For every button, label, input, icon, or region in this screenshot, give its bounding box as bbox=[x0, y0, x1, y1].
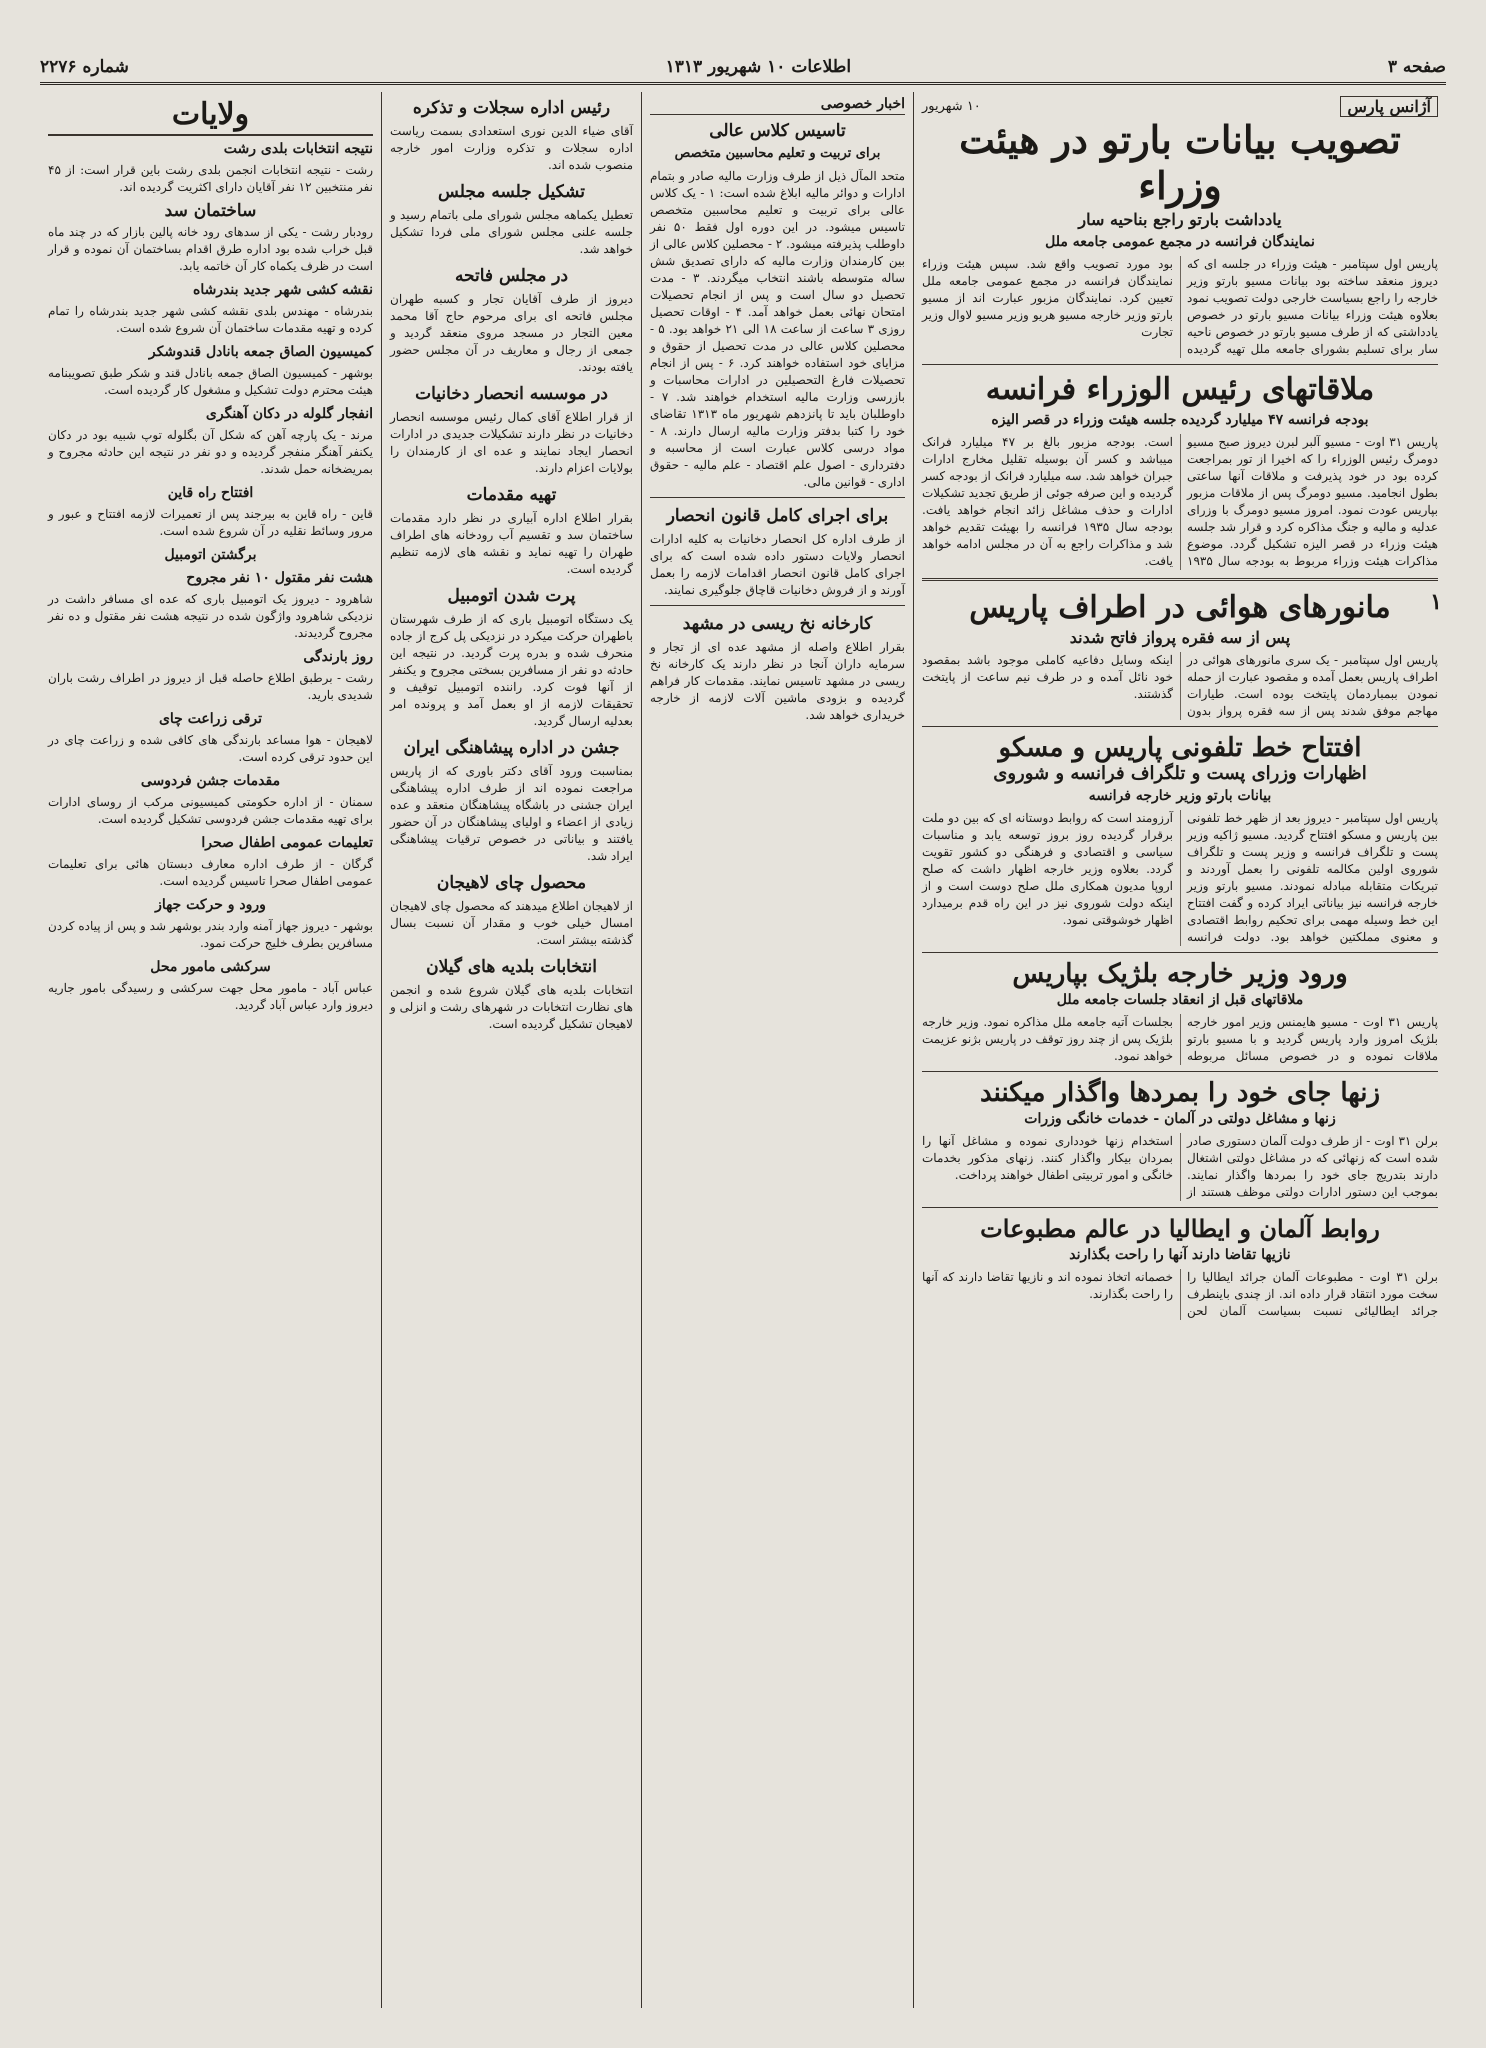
headline-car-accident: پرت شدن اتومبیل bbox=[447, 586, 576, 606]
section-tag: اخبار خصوصی bbox=[650, 96, 905, 115]
subheadline-budget: بودجه فرانسه ۴۷ میلیارد گردیده جلسه هیئت وزراء در قصر الیزه bbox=[991, 412, 1369, 428]
headline: تصویب بیانات بارتو در هیئت وزراء bbox=[959, 117, 1401, 208]
headline-gilan-elections: انتخابات بلدیه های گیلان bbox=[426, 957, 597, 977]
subheadline-2: نمایندگان فرانسه در مجمع عمومی جامعه ملل bbox=[1045, 234, 1315, 250]
headline-ship: ورود و حرکت جهاز bbox=[155, 897, 266, 913]
provinces-column bbox=[40, 92, 381, 2008]
headline-tobacco: در موسسه انحصار دخانیات bbox=[415, 384, 608, 404]
article-qaen-road: قاین - راه قاین به بیرجند پس از تعمیرات لازمه افتتاح و عبور و مرور وسائط نقلیه در آن شروع شده است. bbox=[48, 507, 373, 538]
article-tea: از لاهیجان اطلاع میدهند که محصول چای لاهیجان امسال خیلی خوب و مقدار آن نسبت بسال گذشته بیشتر است. bbox=[390, 899, 633, 947]
headline-memorial: در مجلس فاتحه bbox=[454, 266, 569, 286]
article-scouts: بمناسبت ورود آقای دکتر باوری که از پاریس مراجعت نموده اند از طرف اداره پیشاهنگی ایران جشنی در باشگاه پیشاهنگان منعقد و عده زیادی از اعضاء و اولیای پیشاهنگان در آن حضور یافتند و بیاناتی در خصوص ترقیات پیشاهنگی ایراد شد. bbox=[390, 764, 633, 863]
headline-parliament: تشکیل جلسه مجلس bbox=[438, 182, 585, 202]
headline-rain: روز بارندگی bbox=[303, 649, 373, 665]
article-rain: رشت - برطبق اطلاع حاصله قبل از دیروز در اطراف رشت باران شدیدی بارید. bbox=[48, 671, 373, 702]
article-women: برلن ۳۱ اوت - از طرف دولت آلمان دستوری صادر شده است که زنهائی که در مشاغل دولتی اشتغال دارند بتدریج جای خود را بمردها واگذار نمایند. بموجب این دستور ادارات دولتی موظف هستند از استخدام زنها خودداری نموده و مشاغل آنها را بمردان بیکار واگذار کنند. زنهای مذکور بخدمات خانگی و امور تربیتی اطفال خواهند پرداخت. bbox=[922, 1134, 1438, 1199]
article-gilan-elections: انتخابات بلدیه های گیلان شروع شده و انجمن های نظارت انتخابات در شهرهای رشت و انزلی و لاهیجان تشکیل گردیده است. bbox=[390, 983, 633, 1031]
article-press: برلن ۳۱ اوت - مطبوعات آلمان جرائد ایطالیا را سخت مورد انتقاد قرار داده اند. از چندی باینطرف جرائد ایطالیائی نسبت بسیاست آلمان لحن خصمانه اتخاذ نموده اند و نازیها تقاضا دارند که آنها را راحت بگذارند. bbox=[922, 1270, 1438, 1318]
subheadline: یادداشت بارتو راجع بناحیه سار bbox=[1078, 210, 1282, 229]
article-inspection: عباس آباد - مامور محل جهت سرکشی و رسیدگی بامور جاریه دیروز وارد عباس آباد گردید. bbox=[48, 981, 373, 1012]
article-parliament: تعطیل یکماهه مجلس شورای ملی باتمام رسید و جلسه علنی مجلس شورای ملی فردا تشکیل خواهد شد. bbox=[390, 208, 633, 256]
headline-registry: رئیس اداره سجلات و تذکره bbox=[412, 98, 611, 118]
headline-doumergue: ملاقاتهای رئیس الوزراء فرانسه bbox=[985, 372, 1375, 407]
article-rasht-elections: رشت - نتیجه انتخابات انجمن بلدی رشت باین قرار است: از ۴۵ نفر منتخبین ۱۲ نفر آقایان دارای اکثریت گردیده اند. bbox=[48, 163, 373, 194]
headline-preparations: تهیه مقدمات bbox=[466, 485, 557, 505]
headline-sugar-commission: کمیسیون الصاق جمعه بانادل قندوشکر bbox=[148, 344, 373, 360]
article-registry: آقای ضیاء الدین نوری استعدادی بسمت ریاست اداره سجلات و تذکره وزارت امور خارجه منصوب شده اند. bbox=[390, 124, 633, 172]
provinces-title: ولایات bbox=[48, 96, 373, 136]
article-belgium: پاریس ۳۱ اوت - مسیو هایمنس وزیر امور خارجه بلژیک امروز وارد پاریس گردید و با مسیو بارتو ملاقات نموده و در خصوص مسائل مربوطه بجلسات آتیه جامعه ملل مذاکره نمود. وزیر خارجه بلژیک پس از چند روز توقف در پاریس بژنو عزیمت خواهد نمود. bbox=[922, 1015, 1438, 1063]
headline-monopoly: برای اجرای کامل قانون انحصار bbox=[666, 506, 889, 526]
columns bbox=[40, 92, 1446, 2008]
headline-tea: محصول چای لاهیجان bbox=[436, 873, 587, 893]
headline-dam: ساختمان سد bbox=[164, 201, 257, 221]
headline-inspection: سرکشی مامور محل bbox=[150, 959, 271, 975]
article-ferdowsi: سمنان - از اداره حکومتی کمیسیونی مرکب از روسای ادارات برای تهیه مقدمات جشن فردوسی تشکیل گردیده است. bbox=[48, 795, 373, 826]
article-ship: بوشهر - دیروز جهاز آمنه وارد بندر بوشهر شد و پس از پیاده کردن مسافرین بطرف خلیج حرکت نمود. bbox=[48, 919, 373, 950]
local-news-column bbox=[381, 92, 641, 2008]
article-car-accident: یک دستگاه اتومبیل باری که از طرف شهرستان باطهران حرکت میکرد در نزدیکی پل کرج از جاده منحرف شده و بدره پرت گردید. در نتیجه این حادثه دو نفر از مسافرین بسختی مجروح و یکنفر از آنها فوت کرد. راننده اتومبیل توقیف و تحقیقات لازمه از او بعمل آمد و پرونده امر بعدلیه ارسال گردید. bbox=[390, 612, 633, 728]
headline-explosion: انفجار گلوله در دکان آهنگری bbox=[205, 406, 373, 422]
headline-telephone: افتتاح خط تلفونی پاریس و مسکو bbox=[998, 733, 1362, 763]
section-number: ۱ bbox=[1430, 589, 1442, 615]
article-explosion: مرند - یک پارچه آهن که شکل آن بگلوله توپ شبیه بود در دکان یکنفر آهنگر منفجر گردیده و دو نفر در نتیجه این حادثه مجروح و بمریضخانه حمل شدند. bbox=[48, 428, 373, 476]
article-preparations: بقرار اطلاع اداره آبیاری در نظر دارد مقدمات ساختمان سد و تقسیم آب رودخانه های اطراف طهران را تهیه نماید و نقشه های لازمه تنظیم گردیده است. bbox=[390, 511, 633, 576]
special-news-column bbox=[641, 92, 913, 2008]
subheadline-women: زنها و مشاغل دولتی در آلمان - خدمات خانگی وزرات bbox=[1024, 1111, 1336, 1127]
article-telephone: پاریس اول سپتامبر - دیروز بعد از ظهر خط تلفونی بین پاریس و مسکو افتتاح گردید. مسیو ژاکیه وزیر پست و تلگراف فرانسه و وزیر پست و تلگراف شوروی اولین مکالمه تلفونی را بعمل آوردند و تبریکات متقابله مبادله نمودند. مسیو بارتو وزیر خارجه فرانسه نیز بیاناتی ایراد کرده و گفت افتتاح این خط وسیله مهمی برای تحکیم روابط اقتصادی و معنوی مملکتین خواهد بود. دولت فرانسه آرزومند است که روابط دوستانه ای که بین دو ملت برقرار گردیده روز بروز توسعه یابد و مناسبات سیاسی و اقتصادی و فرهنگی دو کشور تقویت گردد. بعلاوه وزیر خارجه اظهار داشت که صلح اروپا مدیون همکاری ملل صلح دوست است و از اینکه دولت شوروی نیز در این راه قدم برمیدارد اظهار خوشوقتی نمود. bbox=[922, 811, 1438, 944]
headline-education: تعلیمات عمومی اطفال صحرا bbox=[201, 835, 373, 851]
article-barthou: پاریس اول سپتامبر - هیئت وزراء در جلسه ای که دیروز منعقد ساخته بود بیانات مسیو بارتو وزیر خارجه را راجع بسیاست خارجی دولت تصویب نمود بعلاوه هیئت وزراء بیانات مسیو بارتو در خصوص یادداشتی که از طرف مسیو بارتو در خصوص ناحیه سار برای تسلیم بشورای جامعه ملل تهیه گردیده بود مورد تصویب واقع شد. سپس هیئت وزراء نمایندگان فرانسه در مجمع عمومی جامعه ملل تعیین کرد. نمایندگان مزبور عبارت اند از مسیو بارتو وزیر خارجه مسیو هریو وزیر مسیو لاوال وزیر تجارت bbox=[922, 257, 1438, 356]
article-doumergue: پاریس ۳۱ اوت - مسیو آلبر لبرن دیروز صبح مسیو دومرگ رئیس الوزراء را که اخیرا از تور بمراجعت کرده بود در خود پذیرفت و ملاقات آنها ساعتی بطول انجامید. مسیو دومرگ پس از ملاقات مزبور بپاریس عودت نمود. امروز مسیو دومرگ با وزرای عدلیه و مالیه و جنگ مذاکره کرد و قرار شد جلسه هیئت وزراء در قصر الیزه تشکیل گردد. موضوع مذاکرات هیئت وزراء مربوط به بودجه سال ۱۹۳۵ است. بودجه مزبور بالغ بر ۴۷ میلیارد فرانک میباشد و کسر آن بوسیله تقلیل مخارج ادارات جبران خواهد شد. سه میلیارد فرانک از بودجه کسر گردیده و این صرفه جوئی از طریق تجدید تشکیلات ادارات و حذف مشاغل زائد انجام خواهد یافت. بودجه سال ۱۹۳۵ فرانسه را بهیئت تقدیم خواهد شد و مذاکرات راجع به آن در مجلس ادامه خواهد یافت. bbox=[922, 435, 1439, 568]
headline-belgium: ورود وزیر خارجه بلژیک بپاریس bbox=[1012, 959, 1348, 989]
subheadline-telephone: اظهارات وزرای پست و تلگراف فرانسه و شوروی bbox=[993, 763, 1367, 784]
agency-label: آژانس پارس bbox=[1340, 96, 1438, 117]
subheadline-press: نازیها تقاضا دارند آنها را راحت بگذارند bbox=[1069, 1247, 1291, 1263]
article-education: گرگان - از طرف اداره معارف دبستان هائی برای تعلیمات عمومی اطفال صحرا تاسیس گردیده است. bbox=[48, 857, 373, 888]
article-class: متحد المآل ذیل از طرف وزارت مالیه صادر و بتمام ادارات و دوائر مالیه ابلاغ شده است: ۱ - یک کلاس عالی برای تربیت و تعلیم محاسبین متخصص تاسیس میشود. در این دوره اول فقط ۵۰ نفر داوطلب پذیرفته میشود. ۲ - محصلین کلاس عالی از بین کارمندان وزارت مالیه که دارای تصدیق شش ساله متوسطه باشند انتخاب میگردند. ۳ - مدت تحصیل دو سال است و پس از انجام تحصیلات امتحان نهائی بعمل خواهد آمد. ۴ - اوقات تحصیل روزی ۳ ساعت از ساعت ۱۸ الی ۲۱ خواهد بود. ۵ - محصلین کلاس عالی در مدت تحصیل از حقوق و مزایای خود استفاده خواهند کرد. ۶ - پس از انجام تحصیلات فارغ التحصیلین در ادارات محاسبات و بازرسی وزارت مالیه استخدام خواهند شد. ۷ - داوطلبان باید تا پانزدهم شهریور ماه ۱۳۱۳ تقاضای خود را کتبا بدفتر وزارت مالیه ارسال دارند. ۸ - مواد درسی کلاس عبارت است از محاسبه و دفترداری - اصول علم اقتصاد - علم مالیه - حقوق اداری - قوانین مالی. bbox=[650, 169, 905, 489]
article-tea-farming: لاهیجان - هوا مساعد بارندگی های کافی شده و زراعت چای در این حدود ترقی کرده است. bbox=[48, 733, 373, 764]
headline-ferdowsi: مقدمات جشن فردوسی bbox=[140, 773, 281, 789]
headline-qaen-road: افتتاح راه قاین bbox=[167, 485, 254, 501]
article-spinning-mill: بقرار اطلاع واصله از مشهد عده ای از تجار و سرمایه داران آنجا در نظر دارند یک کارخانه نخ ریسی در مشهد تاسیس نمایند. مقدمات کار فراهم گردیده و بزودی ماشین آلات لازمه از خارجه خریداری خواهد شد. bbox=[650, 640, 905, 722]
headline-scouts: جشن در اداره پیشاهنگی ایران bbox=[403, 738, 620, 758]
article-dam: رودبار رشت - یکی از سدهای رود خانه پالین بازار که در چند ماه قبل خراب شده بود اداره طرق اقدام بساختمان آن نموده و قرار است در ظرف یکماه کار آن خاتمه یابد. bbox=[48, 225, 373, 273]
headline-car-overturn: برگشتن اتومبیل bbox=[164, 547, 257, 563]
headline-air-maneuvers: مانورهای هوائی در اطراف پاریس bbox=[969, 590, 1391, 625]
headline-bandarshah: نقشه کشی شهر جدید بندرشاه bbox=[192, 282, 373, 298]
article-memorial: دیروز از طرف آقایان تجار و کسبه طهران مجلس فاتحه ای برای مرحوم حاج آقا محمد معین التجار در مسجد مروی منعقد گردید و جمعی از رجال و معاریف در آن مجلس حضور یافته بودند. bbox=[390, 292, 633, 374]
issue-number: شماره ۲۲۷۶ bbox=[40, 57, 129, 77]
main-column bbox=[913, 92, 1446, 2008]
headline-rasht-elections: نتیجه انتخابات بلدی رشت bbox=[223, 141, 373, 157]
article-sugar-commission: بوشهر - کمیسیون الصاق جمعه بانادل قند و شکر طبق تصویبنامه هیئت محترم دولت تشکیل و مشغول کار گردیده است. bbox=[48, 366, 373, 397]
headline-class: تاسیس کلاس عالی bbox=[709, 121, 846, 141]
subheadline-telephone-2: بیانات بارتو وزیر خارجه فرانسه bbox=[1088, 788, 1272, 804]
masthead bbox=[40, 52, 1446, 85]
headline-casualties: هشت نفر مقتول ۱۰ نفر مجروح bbox=[186, 570, 373, 586]
paper-date: اطلاعات ۱۰ شهریور ۱۳۱۳ bbox=[665, 57, 852, 77]
headline-spinning-mill: کارخانه نخ ریسی در مشهد bbox=[682, 614, 873, 634]
subheadline-air: پس از سه فقره پرواز فاتح شدند bbox=[1069, 628, 1291, 647]
dateline: ۱۰ شهریور bbox=[922, 99, 981, 114]
article-casualties: شاهرود - دیروز یک اتومبیل باری که عده ای مسافر داشت در نزدیکی شاهرود واژگون شده در نتیجه هشت نفر مقتول و ده نفر مجروح گردیدند. bbox=[48, 592, 373, 640]
headline-women: زنها جای خود را بمردها واگذار میکنند bbox=[979, 1078, 1381, 1108]
article-monopoly: از طرف اداره کل انحصار دخانیات به کلیه ادارات انحصار ولایات دستور داده شده است که برای اجرای کامل قانون انحصار اقدامات لازمه را بعمل آورند و از فروش دخانیات قاچاق جلوگیری نمایند. bbox=[650, 532, 905, 597]
article-bandarshah: بندرشاه - مهندس بلدی نقشه کشی شهر جدید بندرشاه را تمام کرده و تهیه مقدمات ساختمان آن شروع شده است. bbox=[48, 304, 373, 335]
headline-press: روابط آلمان و ایطالیا در عالم مطبوعات bbox=[980, 1214, 1380, 1243]
subheadline-belgium: ملاقاتهای قبل از انعقاد جلسات جامعه ملل bbox=[1056, 992, 1304, 1008]
article-air-maneuvers: پاریس اول سپتامبر - یک سری مانورهای هوائی در اطراف پاریس بعمل آمده و مقصود عبارت از حمله نمودن ببمباردمان پایتخت بوده است. طیارات مهاجم موفق شدند پس از سه فقره پرواز بدون اینکه وسایل دفاعیه کاملی موجود باشد بمقصود خود نائل آمده و در طرف نیم ساعت از پایتخت گذشتند. bbox=[922, 653, 1438, 718]
article-tobacco: از قرار اطلاع آقای کمال رئیس موسسه انحصار دخانیات در نظر دارند تشکیلات جدیدی در ادارات انحصار ایجاد نمایند و عده ای از کارمندان را بولایات اعزام دارند. bbox=[390, 410, 633, 475]
subheadline-class: برای تربیت و تعلیم محاسبین متخصص bbox=[674, 146, 881, 161]
page-number: صفحه ۳ bbox=[1387, 57, 1446, 77]
headline-tea-farming: ترقی زراعت چای bbox=[158, 711, 263, 727]
